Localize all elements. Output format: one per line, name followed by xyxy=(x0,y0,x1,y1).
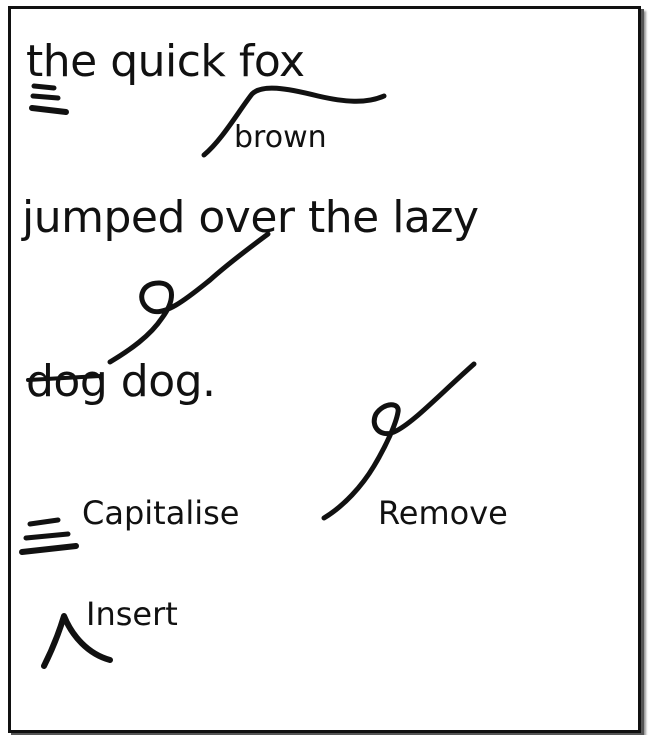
legend-capitalise-label: Capitalise xyxy=(82,494,240,532)
insert-caret-icon xyxy=(204,88,384,155)
delete-loop-icon xyxy=(110,234,268,362)
capitalise-mark-icon xyxy=(32,86,66,112)
legend-remove-icon xyxy=(324,364,474,518)
sentence-line-3: dog dog. xyxy=(26,356,216,407)
legend-insert-label: Insert xyxy=(86,595,178,633)
legend-capitalise-icon xyxy=(22,520,76,552)
legend-remove-label: Remove xyxy=(378,494,508,532)
legend-insert-icon xyxy=(44,616,110,666)
sentence-line-1: the quick fox xyxy=(26,36,305,87)
strike-through-mark xyxy=(28,376,100,380)
inserted-word: brown xyxy=(234,120,327,155)
sentence-line-2: jumped over the lazy xyxy=(22,192,479,243)
